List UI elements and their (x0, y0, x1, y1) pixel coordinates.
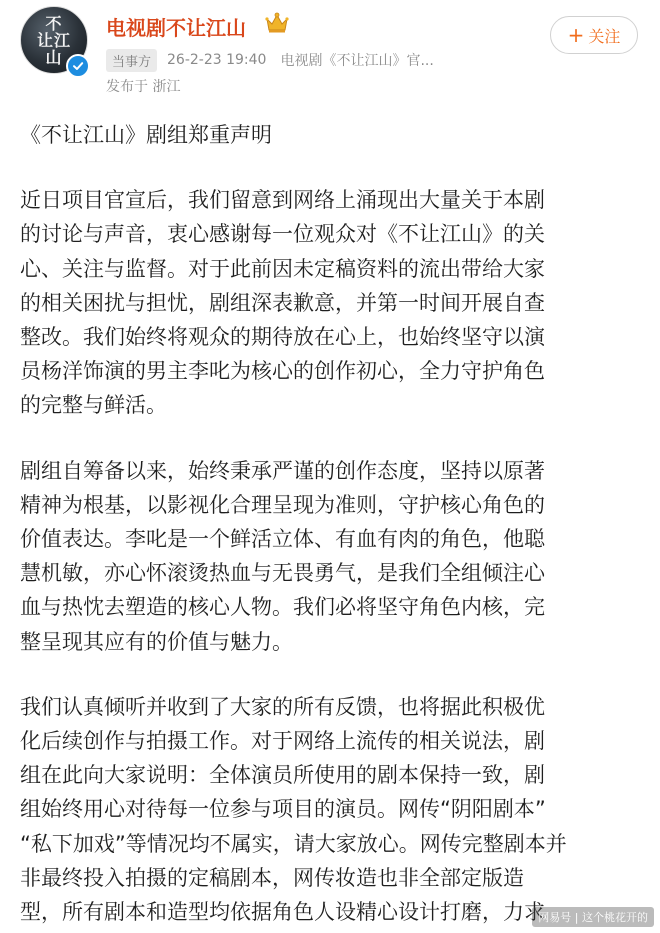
paragraph-line: 组始终用心对待每一位参与项目的演员。网传“阴阳剧本” (20, 797, 546, 822)
paragraph-line: 价值表达。李叱是一个鲜活立体、有血有肉的角色，他聪 (20, 527, 545, 552)
paragraph-line: 血与热忱去塑造的核心人物。我们必将坚守角色内核，完 (20, 595, 545, 620)
paragraph-line: 近日项目官宣后，我们留意到网络上涌现出大量关于本剧 (20, 188, 545, 213)
paragraph-line: 精神为根基，以影视化合理呈现为准则，守护核心角色的 (20, 492, 545, 517)
paragraph-line: 非最终投入拍摄的定稿剧本，网传妆造也非全部定版造 (20, 865, 524, 890)
post-source: 电视剧《不让江山》官... (280, 53, 434, 69)
paragraph-line: 整改。我们始终将观众的期待放在心上，也始终坚守以演 (20, 325, 545, 350)
paragraph-line: 型，所有剧本和造型均依据角色人设精心设计打磨，力求 (20, 900, 545, 925)
post-content (20, 118, 645, 929)
post-header (0, 0, 660, 110)
post-paragraph (20, 690, 645, 929)
post-paragraph (20, 183, 645, 422)
follow-button[interactable] (550, 16, 638, 54)
paragraph-line: 慧机敏，亦心怀滚烫热血与无畏勇气，是我们全组倾注心 (20, 561, 545, 586)
crown-icon (265, 12, 289, 34)
post-title: 《不让江山》剧组郑重声明 (20, 123, 272, 147)
paragraph-line: 员杨洋饰演的男主李叱为核心的创作初心，全力守护角色 (20, 359, 545, 384)
paragraph-line: 化后续创作与拍摄工作。对于网络上流传的相关说法，剧 (20, 729, 545, 754)
post-paragraph (20, 454, 645, 659)
party-badge: 当事方 (106, 49, 157, 72)
follow-button-label: 关注 (588, 26, 621, 46)
paragraph-line: 的相关困扰与担忧，剧组深表歉意，并第一时间开展自查 (20, 290, 545, 315)
paragraph-line: 心、关注与监督。对于此前因未定稿资料的流出带给大家 (20, 256, 545, 281)
paragraph-line: 我们认真倾听并收到了大家的所有反馈，也将据此积极优 (20, 694, 545, 719)
post-timestamp: 26-2-23 19:40 (167, 52, 267, 68)
account-name[interactable]: 电视剧不让江山 (106, 16, 246, 40)
paragraph-line: “私下加戏”等情况均不属实，请大家放心。网传完整剧本并 (20, 831, 567, 856)
paragraph-line: 的讨论与声音，衷心感谢每一位观众对《不让江山》的关 (20, 222, 545, 247)
paragraph-line: 剧组自筹备以来，始终秉承严谨的创作态度，坚持以原著 (20, 458, 545, 483)
watermark: 网易号 | 这个桃花开的 (532, 907, 654, 927)
post-meta (106, 48, 434, 72)
paragraph-line: 整呈现其应有的价值与魅力。 (20, 629, 293, 654)
verified-icon (66, 54, 90, 78)
paragraph-line: 的完整与鲜活。 (20, 393, 167, 418)
post-location: 发布于 浙江 (106, 79, 181, 95)
paragraph-line: 组在此向大家说明：全体演员所使用的剧本保持一致，剧 (20, 763, 545, 788)
plus-icon: + (567, 23, 585, 47)
avatar-logo: 不 让江 山 (36, 13, 71, 67)
